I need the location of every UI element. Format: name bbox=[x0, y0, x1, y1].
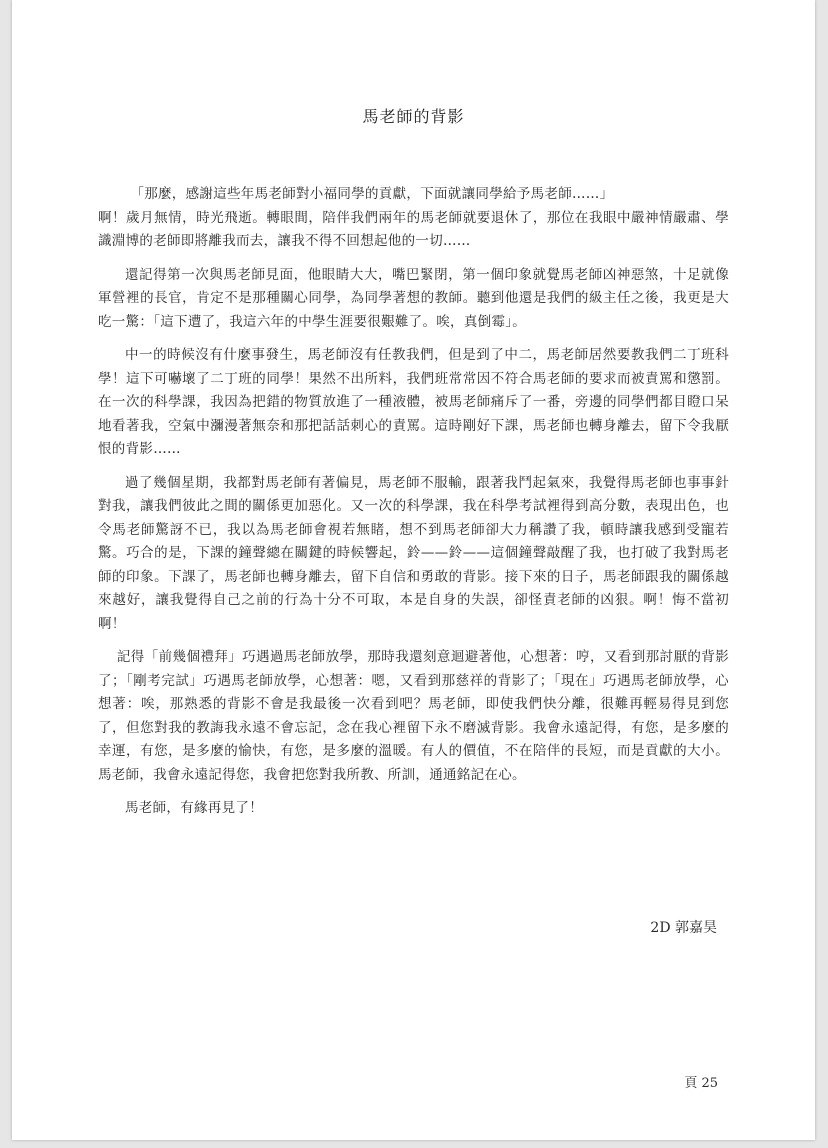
paragraph-1-line-2: 啊！歲月無情，時光飛逝。轉眼間，陪伴我們兩年的馬老師就要退休了，那位在我眼中嚴神情嚴肅、學識淵博的老師即將離我而去，讓我不得不回想起他的一切…… bbox=[98, 209, 729, 249]
page-title: 馬老師的背影 bbox=[362, 107, 465, 126]
paragraph-5: 記得「前幾個禮拜」巧遇過馬老師放學，那時我還刻意迴避著他，心想著：哼，又看到那討厭的背影了；「剛考完試」巧遇馬老師放學，心想著：嗯，又看到那慈祥的背影了；「現在」巧遇馬老師放學，心想著：唉，那熟悉的背影不會是我最後一次看到吧？馬老師，即使我們快分離，很難再輕易得見到您了，但您對我的教誨我永遠不會忘記，念在我心裡留下永不磨滅背影。我會永遠記得，有您，是多麼的幸運，有您，是多麼的愉快，有您，是多麼的溫暖。有人的價值，不在陪伴的長短，而是貢獻的大小。馬老師，我會永遠記得您，我會把您對我所教、所訓，通通銘記在心。 bbox=[98, 649, 729, 783]
paragraph-6: 馬老師，有緣再見了！ bbox=[125, 800, 263, 816]
paragraph-1 bbox=[98, 183, 729, 254]
essay-body bbox=[98, 183, 729, 831]
author-signature: 2D 郭嘉昊 bbox=[650, 920, 717, 936]
page-number: 頁 25 bbox=[684, 1076, 718, 1091]
document-page bbox=[12, 0, 815, 1140]
paragraph-3: 中一的時候沒有什麼事發生，馬老師沒有任教我們，但是到了中二，馬老師居然要教我們二丁班科學！這下可嚇壞了二丁班的同學！果然不出所料，我們班常常因不符合馬老師的要求而被責罵和懲罰。在一次的科學課，我因為把錯的物質放進了一種液體，被馬老師痛斥了一番，旁邊的同學們都目瞪口呆地看著我，空氣中瀰漫著無奈和那把話話刺心的責罵。這時剛好下課，馬老師也轉身離去，留下令我厭恨的背影…… bbox=[98, 347, 729, 457]
paragraph-1-line-1: 「那麼，感謝這些年馬老師對小福同學的貢獻，下面就讓同學給予馬老師……」 bbox=[130, 186, 614, 202]
paragraph-4: 過了幾個星期，我都對馬老師有著偏見，馬老師不服輸，跟著我鬥起氣來，我覺得馬老師也事事針對我，讓我們彼此之間的關係更加惡化。又一次的科學課，我在科學考試裡得到高分數，表現出色，也令馬老師驚訝不已，我以為馬老師會視若無睹，想不到馬老師卻大力稱讚了我，頓時讓我感到受寵若驚。巧合的是，下課的鐘聲總在關鍵的時候響起，鈴——鈴——這個鐘聲敲醒了我，也打破了我對馬老師的印象。下課了，馬老師也轉身離去，留下自信和勇敢的背影。接下來的日子，馬老師跟我的關係越來越好，讓我覺得自己之前的行為十分不可取，本是自身的失誤，卻怪責老師的凶狠。啊！悔不當初啊！ bbox=[98, 474, 729, 632]
paragraph-2: 還記得第一次與馬老師見面，他眼睛大大，嘴巴緊閉，第一個印象就覺馬老師凶神惡煞，十足就像軍營裡的長官，肯定不是那種關心同學，為同學著想的教師。聽到他還是我們的級主任之後，我更是大吃一驚：「這下遭了，我這六年的中學生涯要很艱難了。唉，真倒霉」。 bbox=[98, 266, 729, 330]
